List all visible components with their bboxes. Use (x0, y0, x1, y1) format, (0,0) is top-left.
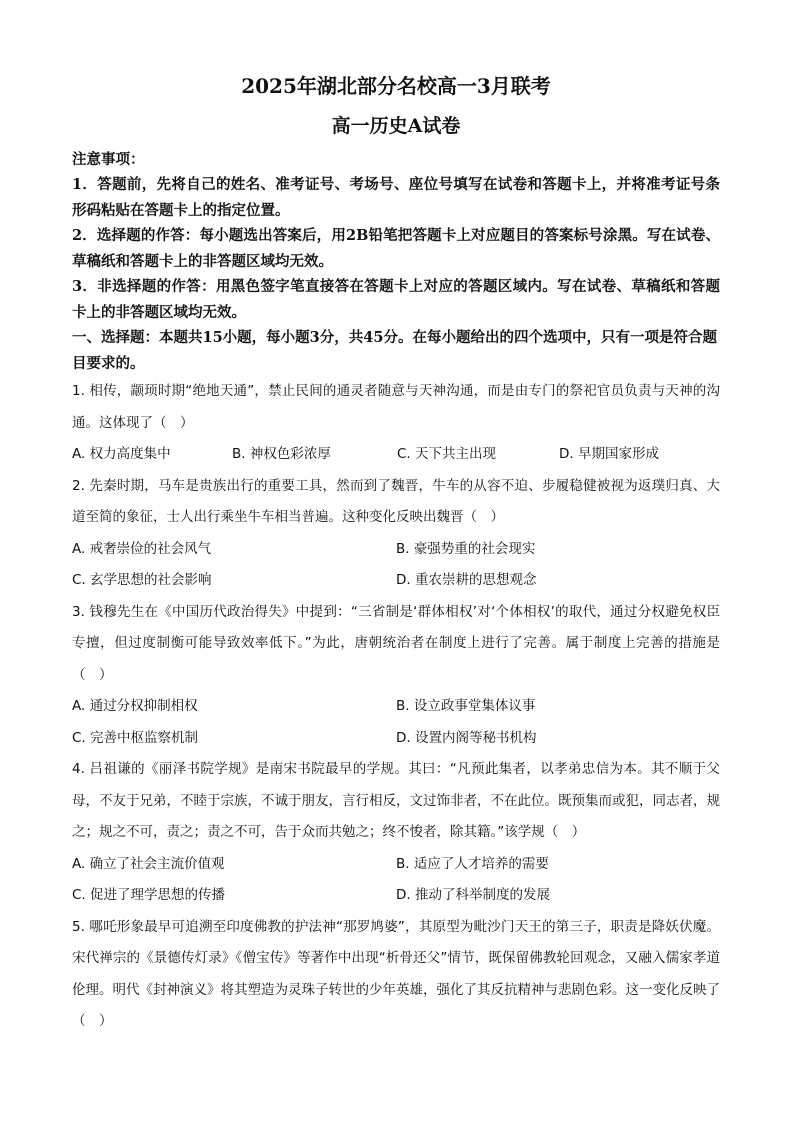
option-c: C. 天下共主出现 (397, 446, 497, 462)
question-options (72, 691, 720, 754)
option-b: B. 豪强势重的社会现实 (396, 540, 536, 557)
option-d: D. 早期国家形成 (559, 446, 659, 462)
question-stem: 5. 哪吒形象最早可追溯至印度佛教的护法神“那罗鸠婆”，其原型为毗沙门天王的第三子，职责是降妖伏魔。宋代禅宗的《景德传灯录》《僧宝传》等著作中出现“析骨还父”情节，既保留佛教轮回观念，又融入儒家孝道伦理。明代《封神演义》将其塑造为灵珠子转世的少年英雄，强化了其反抗精神与悲剧色彩。这一变化反映了（ ） (72, 918, 720, 1029)
option-d: D. 设置内阁等秘书机构 (396, 729, 537, 746)
question-stem: 3. 钱穆先生在《中国历代政治得失》中提到：“三省制是‘群体相权’对‘个体相权’的取代，通过分权避免权臣专擅，但过度制衡可能导致效率低下。”为此，唐朝统治者在制度上进行了完善。属于制度上完善的措施是（ ） (72, 603, 720, 683)
question-stem: 2. 先秦时期，马车是贵族出行的重要工具，然而到了魏晋，牛车的从容不迫、步履稳健被视为返璞归真、大道至简的象征，士人出行乘坐牛车相当普遍。这种变化反映出魏晋（ ） (72, 477, 720, 525)
exam-subtitle: 高一历史A试卷 (331, 115, 461, 137)
option-c: C. 完善中枢监察机制 (72, 729, 199, 746)
option-a: A. 确立了社会主流价值观 (72, 855, 225, 872)
question-options (72, 534, 720, 597)
option-b: B. 设立政事堂集体议事 (396, 698, 536, 714)
option-b: B. 神权色彩浓厚 (232, 446, 331, 462)
question-options (72, 439, 720, 471)
option-a: A. 戒奢崇俭的社会风气 (72, 540, 212, 557)
section-heading: 一、选择题：本题共15小题，每小题3分，共45分。在每小题给出的四个选项中，只有一项是符合题目要求的。 (72, 329, 717, 372)
option-d: D. 推动了科举制度的发展 (396, 887, 550, 903)
notice-item: 2．选择题的作答：每小题选出答案后，用2B铅笔把答题卡上对应题目的答案标号涂黑。写在试卷、草稿纸和答题卡上的非答题区域均无效。 (72, 227, 720, 270)
notice-item: 3．非选择题的作答：用黑色签字笔直接答在答题卡上对应的答题区域内。写在试卷、草稿纸和答题卡上的非答题区域均无效。 (72, 278, 720, 321)
question-stem: 4. 吕祖谦的《丽泽书院学规》是南宋书院最早的学规。其曰：“凡预此集者，以孝弟忠信为本。其不顺于父母，不友于兄弟，不睦于宗族，不诚于朋友，言行相反，文过饰非者，不在此位。既预集而或犯，同志者，规之；规之不可，责之；责之不可，告于众而共勉之；终不悛者，除其籍。”该学规（ ） (72, 761, 720, 840)
question-stem: 1. 相传，颛顼时期“绝地天通”，禁止民间的通灵者随意与天神沟通，而是由专门的祭祀官员负责与天神的沟通。这体现了（ ） (72, 383, 720, 431)
option-a: A. 权力高度集中 (72, 446, 171, 462)
question-options (72, 849, 720, 912)
exam-title: 2025年湖北部分名校高一3月联考 (241, 74, 551, 98)
notice-heading: 注意事项： (72, 151, 145, 168)
option-c: C. 促进了理学思想的传播 (72, 887, 226, 903)
notice-item: 1．答题前，先将自己的姓名、准考证号、考场号、座位号填写在试卷和答题卡上，并将准考证号条形码粘贴在答题卡上的指定位置。 (72, 176, 720, 219)
exam-page (72, 72, 720, 1038)
option-c: C. 玄学思想的社会影响 (72, 572, 212, 588)
option-b: B. 适应了人才培养的需要 (396, 855, 549, 872)
option-d: D. 重农崇耕的思想观念 (396, 572, 537, 588)
option-a: A. 通过分权抑制相权 (72, 698, 198, 714)
